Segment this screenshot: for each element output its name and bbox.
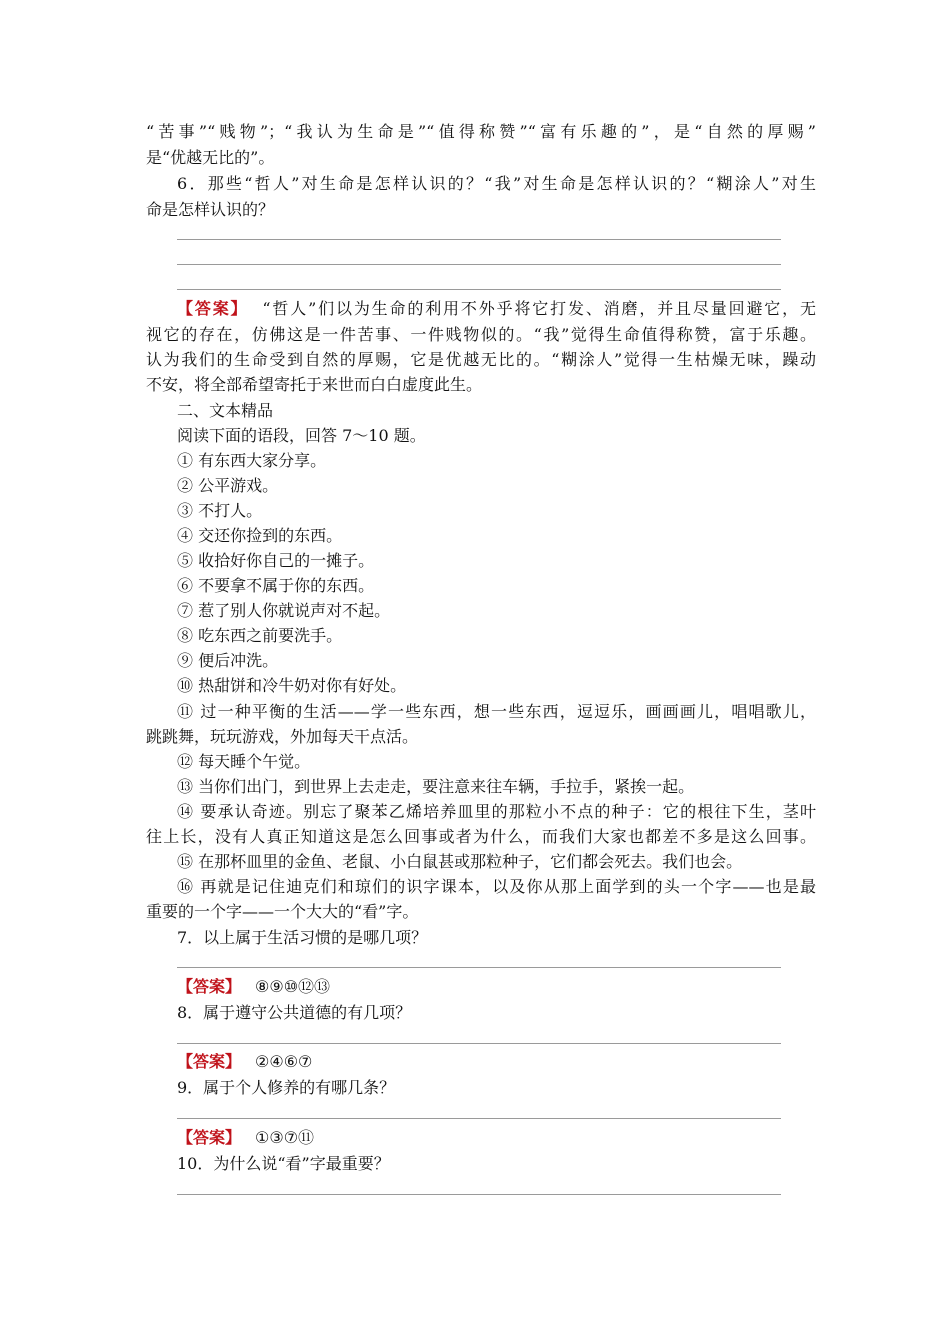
answer-6-line-4: 不安，将全部希望寄托于来世而白白虚度此生。 — [146, 375, 483, 394]
answer-6-line-1 — [177, 299, 816, 319]
answer-line-q10[interactable] — [177, 1194, 781, 1195]
reading-instruction: 阅读下面的语段，回答 7～10 题。 — [177, 426, 426, 445]
list-item: ① 有东西大家分享。 — [177, 451, 327, 470]
intro-line-1: “苦事”“贱物”；“我认为生命是”“值得称赞”“富有乐趣的”，是“自然的厚赐” — [146, 122, 816, 141]
answer-9-text: ①③⑦⑪ — [255, 1128, 315, 1147]
answer-line-q6-2[interactable] — [177, 264, 781, 265]
list-item-continuation: 往上长，没有人真正知道这是怎么回事或者为什么，而我们大家也都差不多是这么回事。 — [146, 827, 816, 846]
list-item: ⑩ 热甜饼和冷牛奶对你有好处。 — [177, 676, 407, 695]
intro-line-2: 是“优越无比的”。 — [146, 148, 275, 167]
list-item: ⑥ 不要拿不属于你的东西。 — [177, 576, 375, 595]
list-item: ④ 交还你捡到的东西。 — [177, 526, 343, 545]
answer-line-q6-3[interactable] — [177, 289, 781, 290]
list-item: ⑭ 要承认奇迹。别忘了聚苯乙烯培养皿里的那粒小不点的种子：它的根往下生，茎叶 — [177, 802, 816, 821]
list-item: ⑨ 便后冲洗。 — [177, 651, 279, 670]
question-6-line-2: 命是怎样认识的？ — [146, 200, 275, 219]
answer-line-q9[interactable] — [177, 1118, 781, 1119]
answer-6-line-2: 视它的存在，仿佛这是一件苦事、一件贱物似的。“我”觉得生命值得称赞，富于乐趣。 — [146, 325, 816, 344]
answer-line-q8[interactable] — [177, 1043, 781, 1044]
answer-label: 【答案】 — [177, 1052, 242, 1071]
question-9: 9．属于个人修养的有哪几条？ — [177, 1078, 396, 1097]
answer-label: 【答案】 — [177, 1128, 242, 1147]
list-item: ⑧ 吃东西之前要洗手。 — [177, 626, 343, 645]
answer-label: 【答案】 — [177, 977, 242, 996]
list-item: ⑪ 过一种平衡的生活——学一些东西，想一些东西，逗逗乐，画画画儿，唱唱歌儿， — [177, 702, 816, 721]
answer-7-text: ⑧⑨⑩⑫⑬ — [255, 977, 331, 996]
list-item: ② 公平游戏。 — [177, 476, 279, 495]
list-item-continuation: 跳跳舞，玩玩游戏，外加每天干点活。 — [146, 727, 419, 746]
list-item-continuation: 重要的一个字——一个大大的“看”字。 — [146, 902, 419, 921]
list-item: ⑤ 收拾好你自己的一摊子。 — [177, 551, 375, 570]
answer-8-text: ②④⑥⑦ — [255, 1052, 313, 1071]
list-item: ③ 不打人。 — [177, 501, 263, 520]
list-item: ⑯ 再就是记住迪克们和琼们的识字课本，以及你从那上面学到的头一个字——也是最 — [177, 877, 816, 896]
answer-line-q7[interactable] — [177, 967, 781, 968]
answer-7 — [177, 977, 847, 997]
answer-6-line-3: 认为我们的生命受到自然的厚赐，它是优越无比的。“糊涂人”觉得一生枯燥无味，躁动 — [146, 350, 816, 369]
list-item: ⑬ 当你们出门，到世界上去走走，要注意来往车辆，手拉手，紧挨一起。 — [177, 777, 695, 796]
answer-line-q6-1[interactable] — [177, 239, 781, 240]
question-8: 8．属于遵守公共道德的有几项？ — [177, 1003, 412, 1022]
section-heading: 二、文本精品 — [177, 401, 274, 420]
answer-6-text: “哲人”们以为生命的利用不外乎将它打发、消磨，并且尽量回避它，无 — [262, 299, 816, 318]
answer-9 — [177, 1128, 847, 1148]
question-10: 10．为什么说“看”字最重要？ — [177, 1154, 390, 1173]
question-6-line-1: 6．那些“哲人”对生命是怎样认识的？“我”对生命是怎样认识的？“糊涂人”对生 — [177, 174, 816, 193]
list-item: ⑫ 每天睡个午觉。 — [177, 752, 311, 771]
answer-label: 【答案】 — [177, 299, 249, 318]
list-item: ⑮ 在那杯皿里的金鱼、老鼠、小白鼠甚或那粒种子，它们都会死去。我们也会。 — [177, 852, 743, 871]
list-item: ⑦ 惹了别人你就说声对不起。 — [177, 601, 391, 620]
answer-8 — [177, 1052, 847, 1072]
question-7: 7．以上属于生活习惯的是哪几项？ — [177, 928, 428, 947]
